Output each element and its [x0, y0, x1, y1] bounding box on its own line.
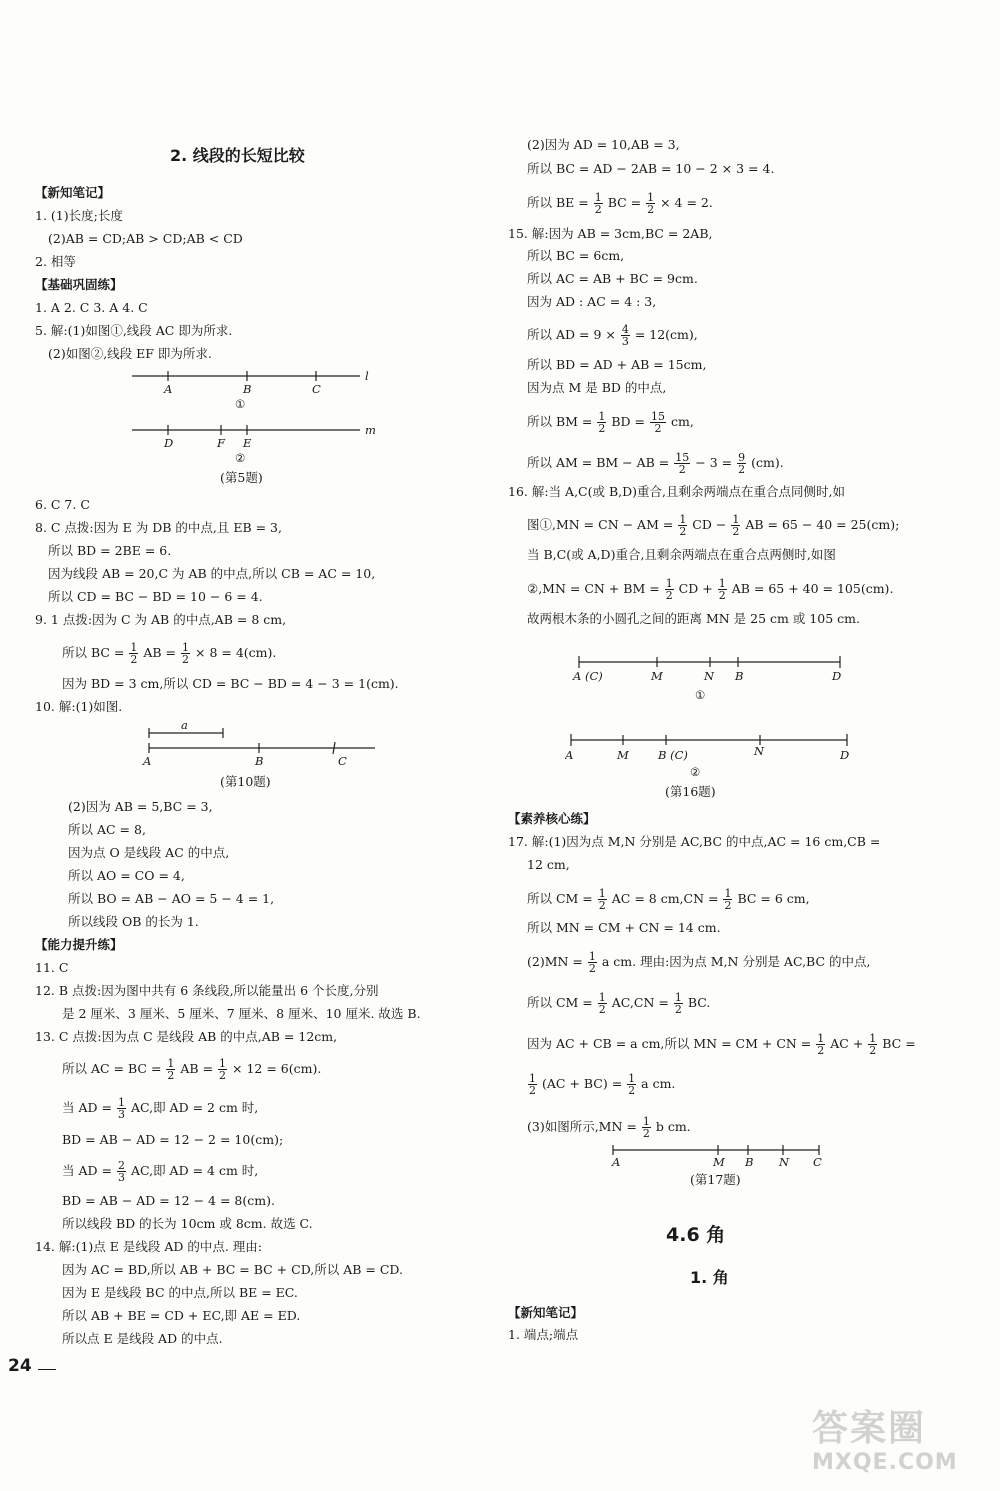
fraction: $\frac{1}{3}$	[117, 1096, 125, 1121]
page-number: 24	[8, 1356, 32, 1376]
fraction: $\frac{15}{2}$	[651, 410, 666, 435]
answer-line: 因为 BD = 3 cm,所以 CD = BC − BD = 4 − 3 = 1(cm).	[62, 676, 399, 691]
answer-line: 12 cm,	[527, 857, 570, 872]
answer-line: BD = AB − AD = 12 − 2 = 10(cm);	[62, 1132, 284, 1147]
answer-line: 因为点 O 是线段 AC 的中点,	[68, 845, 230, 860]
fig17-caption: (第17题)	[690, 1172, 741, 1187]
answer-line: 2. 相等	[35, 254, 76, 269]
answer-line: 所以 BD = AD + AB = 15cm,	[527, 357, 707, 372]
answer-line: 14. 解:(1)点 E 是线段 AD 的中点. 理由:	[35, 1239, 262, 1254]
answer-line-with-fraction: (3)如图所示,MN = $\frac{1}{2}$ b cm.	[527, 1115, 691, 1140]
answer-line: 13. C 点拨:因为点 C 是线段 AB 的中点,AB = 12cm,	[35, 1029, 338, 1044]
fraction: $\frac{1}{2}$	[679, 513, 687, 538]
answer-line: 17. 解:(1)因为点 M,N 分别是 AC,BC 的中点,AC = 16 cm,CB =	[508, 834, 881, 849]
fraction: $\frac{1}{2}$	[665, 577, 673, 602]
fig5-label-m: m	[365, 423, 376, 437]
fraction: $\frac{4}{3}$	[621, 323, 629, 348]
answer-line: 所以 BO = AB − AO = 5 − 4 = 1,	[68, 891, 275, 906]
answer-line: (2)AB = CD;AB > CD;AB < CD	[48, 231, 243, 246]
fig16-l1-label-d: D	[832, 669, 842, 683]
fraction: $\frac{1}{2}$	[598, 991, 606, 1016]
fig17-label-m: M	[713, 1155, 725, 1169]
answer-line: 1. (1)长度;长度	[35, 208, 123, 223]
fraction: $\frac{9}{2}$	[738, 451, 746, 476]
fig17-label-b: B	[745, 1155, 754, 1169]
fraction: $\frac{1}{2}$	[598, 887, 606, 912]
answer-line: 15. 解:因为 AB = 3cm,BC = 2AB,	[508, 226, 713, 241]
fraction: $\frac{1}{2}$	[588, 950, 596, 975]
fraction: $\frac{1}{2}$	[817, 1032, 825, 1057]
fig5-label-d: D	[164, 436, 174, 450]
fraction: $\frac{1}{2}$	[869, 1032, 877, 1057]
fig16-l1-label-b: B	[735, 669, 744, 683]
fig16-l2-label-n: N	[754, 744, 765, 758]
answer-line: 9. 1 点拨:因为 C 为 AB 的中点,AB = 8 cm,	[35, 612, 287, 627]
fig16-l2-label-m: M	[617, 748, 629, 762]
answer-line: 是 2 厘米、3 厘米、5 厘米、7 厘米、8 厘米、10 厘米. 故选 B.	[62, 1006, 421, 1021]
fig16-l1-label-m: M	[651, 669, 663, 683]
fig10-label-B: B	[255, 754, 264, 768]
watermark-text: 答案圈	[812, 1408, 927, 1449]
answer-line: 12. B 点拨:因为图中共有 6 条线段,所以能量出 6 个长度,分别	[35, 983, 379, 998]
heading-core-practice: 【素养核心练】	[508, 811, 596, 826]
answer-line: 所以 AC = AB + BC = 9cm.	[527, 271, 698, 286]
answer-line-with-fraction: 当 AD = $\frac{1}{3}$ AC,即 AD = 2 cm 时,	[62, 1096, 259, 1121]
answer-line: 所以点 E 是线段 AD 的中点.	[62, 1331, 223, 1346]
fraction: $\frac{1}{2}$	[219, 1057, 227, 1082]
answer-line-with-fraction: 所以 AD = 9 × $\frac{4}{3}$ = 12(cm),	[527, 323, 698, 348]
fraction: $\frac{1}{2}$	[182, 641, 190, 666]
fig5-label-f: F	[217, 436, 225, 450]
answer-line: 所以 BC = AD − 2AB = 10 − 2 × 3 = 4.	[527, 161, 775, 176]
fraction: $\frac{2}{3}$	[117, 1159, 125, 1184]
fig16-l2-label-bc: B (C)	[658, 748, 688, 762]
answer-line: 所以 MN = CM + CN = 14 cm.	[527, 920, 721, 935]
figure-10	[135, 718, 385, 770]
fig10-label-a: a	[181, 718, 188, 732]
answer-line-with-fraction: 所以 CM = $\frac{1}{2}$ AC,CN = $\frac{1}{2}$ BC.	[527, 991, 711, 1016]
fig17-label-a: A	[612, 1155, 621, 1169]
answer-line: (2)因为 AD = 10,AB = 3,	[527, 137, 680, 152]
answer-line: 1. 端点;端点	[508, 1327, 579, 1342]
answer-line-with-fraction: 所以 AM = BM − AB = $\frac{15}{2}$ − 3 = $\frac{9}{2}$ (cm).	[527, 451, 784, 476]
fig5-caption: (第5题)	[220, 470, 263, 485]
answer-line: 所以线段 OB 的长为 1.	[68, 914, 199, 929]
fraction: $\frac{1}{2}$	[628, 1072, 636, 1097]
fig5-label-b: B	[243, 382, 252, 396]
answer-line-with-fraction: 图①,MN = CN − AM = $\frac{1}{2}$ CD − $\frac{1}{2}$ AB = 65 − 40 = 25(cm);	[527, 513, 900, 538]
answer-line: 因为线段 AB = 20,C 为 AB 的中点,所以 CB = AC = 10,	[48, 566, 376, 581]
answer-line: 8. C 点拨:因为 E 为 DB 的中点,且 EB = 3,	[35, 520, 282, 535]
fraction: $\frac{1}{2}$	[167, 1057, 175, 1082]
fig5-label-e: E	[243, 436, 252, 450]
fig16-l1-label-ac: A (C)	[573, 669, 603, 683]
figure-17	[605, 1142, 827, 1172]
fraction: $\frac{1}{2}$	[647, 191, 655, 216]
fraction: $\frac{15}{2}$	[675, 451, 690, 476]
answer-line-with-fraction: $\frac{1}{2}$ (AC + BC) = $\frac{1}{2}$ a cm.	[529, 1072, 676, 1097]
answer-line: 所以 AB + BE = CD + EC,即 AE = ED.	[62, 1308, 301, 1323]
answer-line: 所以 BD = 2BE = 6.	[48, 543, 172, 558]
fig5-label-a: A	[164, 382, 173, 396]
answer-line: 因为 E 是线段 BC 的中点,所以 BE = EC.	[62, 1285, 298, 1300]
answer-line-with-fraction: 当 AD = $\frac{2}{3}$ AC,即 AD = 4 cm 时,	[62, 1159, 259, 1184]
fig16-l2-label-a: A	[565, 748, 574, 762]
answer-line-with-fraction: 所以 BE = $\frac{1}{2}$ BC = $\frac{1}{2}$ × 4 = 2.	[527, 191, 713, 216]
fig16-mark-1: ①	[695, 688, 706, 702]
heading-new-notes-2: 【新知笔记】	[508, 1305, 584, 1320]
fraction: $\frac{1}{2}$	[529, 1072, 536, 1097]
fraction: $\frac{1}{2}$	[594, 191, 602, 216]
fraction: $\frac{1}{2}$	[130, 641, 138, 666]
figure-16	[565, 648, 855, 780]
answer-line: 11. C	[35, 960, 69, 975]
heading-ability-practice: 【能力提升练】	[35, 937, 123, 952]
watermark-logo	[812, 1408, 992, 1486]
fig17-label-c: C	[813, 1155, 822, 1169]
heading-new-notes: 【新知笔记】	[35, 185, 111, 200]
fig5-mark-1: ①	[235, 397, 246, 411]
answer-line-with-fraction: 所以 CM = $\frac{1}{2}$ AC = 8 cm,CN = $\frac{1}{2}$ BC = 6 cm,	[527, 887, 810, 912]
fig5-label-l: l	[365, 369, 369, 383]
answer-line: 因为 AD : AC = 4 : 3,	[527, 294, 657, 309]
answer-line-with-fraction: 所以 BM = $\frac{1}{2}$ BD = $\frac{15}{2}$ cm,	[527, 410, 694, 435]
figure-5	[120, 362, 380, 470]
answer-line: 6. C 7. C	[35, 497, 90, 512]
fig16-mark-2: ②	[690, 765, 701, 779]
answer-line: 所以 CD = BC − BD = 10 − 6 = 4.	[48, 589, 263, 604]
fig10-label-A: A	[143, 754, 152, 768]
fig17-label-n: N	[779, 1155, 790, 1169]
page-number-rule	[38, 1369, 56, 1370]
answer-line-with-fraction: 所以 BC = $\frac{1}{2}$ AB = $\frac{1}{2}$ × 8 = 4(cm).	[62, 641, 277, 666]
answer-line-with-fraction: 因为 AC + CB = a cm,所以 MN = CM + CN = $\frac{1}{2}$ AC + $\frac{1}{2}$ BC =	[527, 1032, 916, 1057]
answer-line: 1. A 2. C 3. A 4. C	[35, 300, 148, 315]
answer-line: 因为点 M 是 BD 的中点,	[527, 380, 667, 395]
answer-line: 5. 解:(1)如图①,线段 AC 即为所求.	[35, 323, 233, 338]
fraction: $\frac{1}{2}$	[718, 577, 726, 602]
answer-line: 所以 AC = 8,	[68, 822, 146, 837]
fraction: $\frac{1}{2}$	[724, 887, 732, 912]
fraction: $\frac{1}{2}$	[732, 513, 740, 538]
answer-line-with-fraction: 所以 AC = BC = $\frac{1}{2}$ AB = $\frac{1}{2}$ × 12 = 6(cm).	[62, 1057, 322, 1082]
answer-line: 因为 AC = BD,所以 AB + BC = BC + CD,所以 AB = CD.	[62, 1262, 403, 1277]
fraction: $\frac{1}{2}$	[674, 991, 682, 1016]
fig5-mark-2: ②	[235, 451, 246, 465]
watermark-url: MXQE.COM	[812, 1450, 958, 1475]
fraction: $\frac{1}{2}$	[598, 410, 606, 435]
answer-line-with-fraction: (2)MN = $\frac{1}{2}$ a cm. 理由:因为点 M,N 分别是 AC,BC 的中点,	[527, 950, 871, 975]
fig10-label-C: C	[338, 754, 347, 768]
answer-line: 当 B,C(或 A,D)重合,且剩余两端点在重合点两侧时,如图	[527, 547, 836, 562]
fig16-l2-label-d: D	[840, 748, 850, 762]
answer-line: 16. 解:当 A,C(或 B,D)重合,且剩余两端点在重合点同侧时,如	[508, 484, 845, 499]
answer-line: 故两根木条的小圆孔之间的距离 MN 是 25 cm 或 105 cm.	[527, 611, 860, 626]
section-title: 2. 线段的长短比较	[170, 146, 305, 165]
answer-line: (2)因为 AB = 5,BC = 3,	[68, 799, 213, 814]
heading-basic-practice: 【基础巩固练】	[35, 277, 123, 292]
fraction: $\frac{1}{2}$	[642, 1115, 650, 1140]
answer-line: 所以线段 BD 的长为 10cm 或 8cm. 故选 C.	[62, 1216, 313, 1231]
answer-line: (2)如图②,线段 EF 即为所求.	[48, 346, 212, 361]
fig16-l1-label-n: N	[704, 669, 715, 683]
answer-line: BD = AB − AD = 12 − 4 = 8(cm).	[62, 1193, 275, 1208]
fig10-caption: (第10题)	[220, 774, 271, 789]
answer-line: 所以 AO = CO = 4,	[68, 868, 185, 883]
answer-line: 10. 解:(1)如图.	[35, 699, 123, 714]
answer-line-with-fraction: ②,MN = CN + BM = $\frac{1}{2}$ CD + $\frac{1}{2}$ AB = 65 + 40 = 105(cm).	[527, 577, 894, 602]
subsection-heading: 1. 角	[690, 1268, 729, 1287]
chapter-heading: 4.6 角	[666, 1224, 726, 1246]
fig5-label-c: C	[312, 382, 321, 396]
answer-line: 所以 BC = 6cm,	[527, 248, 625, 263]
fig16-caption: (第16题)	[665, 784, 716, 799]
